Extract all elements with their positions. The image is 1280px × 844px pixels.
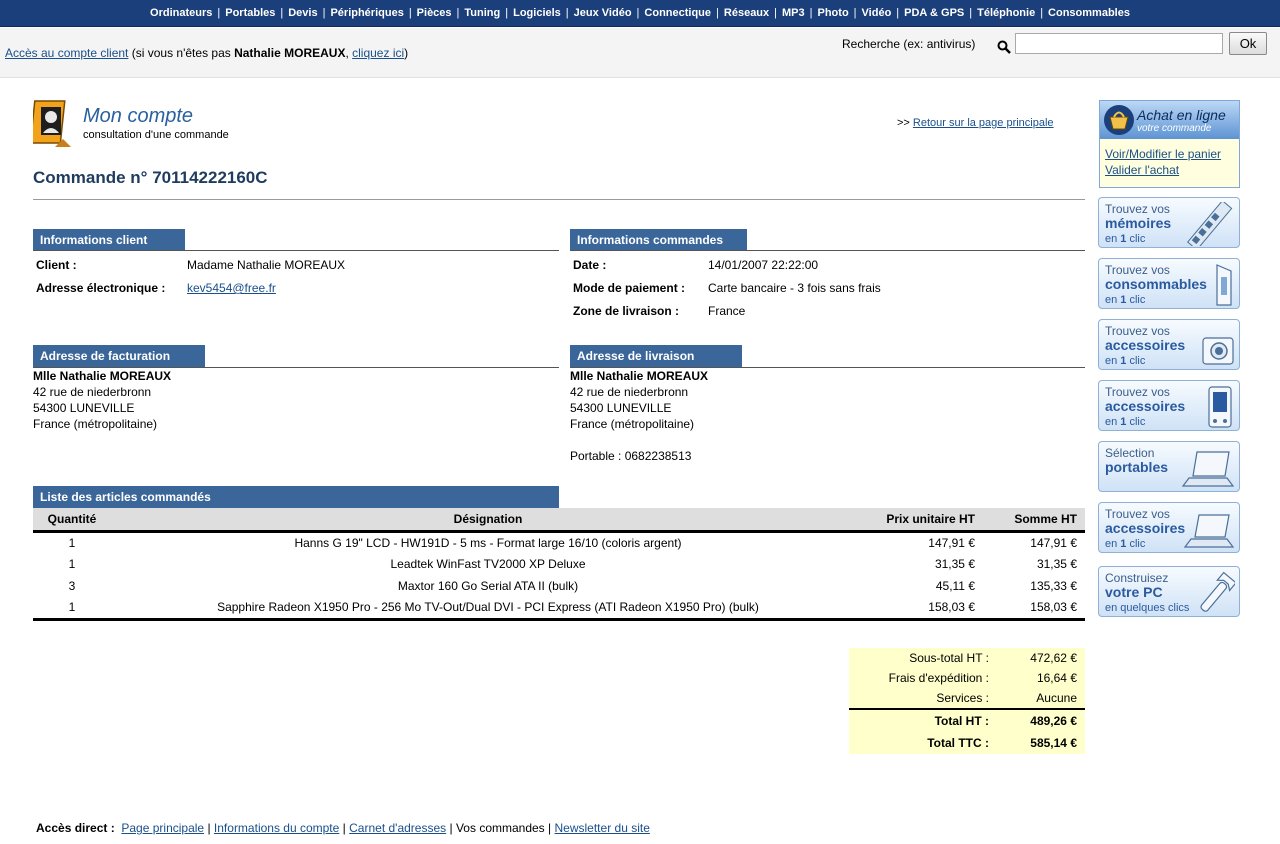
total-ttc-value: 585,14 € (1030, 736, 1077, 750)
shipping-phone: Portable : 0682238513 (570, 449, 692, 463)
nav-item-portables[interactable]: Portables (225, 7, 276, 19)
title-divider (33, 199, 1085, 200)
items-table (33, 508, 1085, 621)
nav-separator: | (280, 7, 284, 19)
top-navigation (0, 0, 1280, 27)
payment-value: Carte bancaire - 3 fois sans frais (708, 281, 881, 295)
cart-widget-header (1100, 101, 1239, 139)
account-bar (0, 28, 1280, 78)
col-quantity: Quantité (33, 508, 111, 531)
footer-link-account-info[interactable]: Informations du compte (213, 821, 340, 835)
promo-line3 (1105, 416, 1145, 428)
promo-line2: consommables (1105, 276, 1207, 292)
promo-line3-suffix: clic (1126, 294, 1146, 306)
totals-divider (849, 708, 1085, 710)
promo-line2: accessoires (1105, 398, 1186, 414)
cart-widget (1099, 100, 1240, 188)
footer-sep: | (548, 821, 552, 835)
row-unit-price: 158,03 € (865, 597, 985, 619)
promo-line2: portables (1105, 459, 1169, 475)
payment-label: Mode de paiement : (573, 281, 686, 295)
wrench-icon (1179, 571, 1235, 615)
nav-separator: | (565, 7, 569, 19)
promo-line2: mémoires (1105, 215, 1172, 231)
row-unit-price: 31,35 € (934, 557, 975, 571)
promo-memory-banner[interactable] (1098, 197, 1240, 248)
cart-widget-subtitle: votre commande (1137, 123, 1212, 134)
billing-address (33, 368, 171, 432)
subtotal-value: 472,62 € (1030, 651, 1077, 665)
order-info-heading: Informations commandes (570, 229, 747, 251)
promo-build-pc-banner[interactable] (1098, 566, 1240, 617)
nav-separator: | (1040, 7, 1044, 19)
search-input[interactable] (1015, 33, 1223, 54)
promo-line3-prefix: en (1105, 416, 1121, 428)
zone-label: Zone de livraison : (573, 304, 680, 318)
promo-line1: Trouvez vos (1105, 263, 1170, 277)
nav-separator: | (505, 7, 509, 19)
shipping-name: Mlle Nathalie MOREAUX (570, 369, 709, 383)
promo-line3-strong: 1 (1120, 416, 1127, 428)
promo-line1: Trouvez vos (1105, 324, 1170, 338)
switch-user-link[interactable]: cliquez ici (352, 46, 405, 60)
camera-icon (1179, 324, 1235, 368)
promo-line1: Sélection (1105, 446, 1155, 460)
nav-item-jeux-video[interactable]: Jeux Vidéo (573, 7, 632, 19)
nav-separator: | (896, 7, 900, 19)
footer-link-newsletter[interactable]: Newsletter du site (554, 821, 650, 835)
account-text-mid: , (345, 46, 353, 60)
client-info-heading: Informations client (33, 229, 185, 251)
promo-laptop-accessories-banner[interactable] (1098, 502, 1240, 553)
row-designation: Maxtor 160 Go Serial ATA II (bulk) (397, 579, 579, 593)
row-qty: 1 (68, 557, 76, 571)
table-row (33, 575, 1085, 597)
promo-line3 (1105, 233, 1145, 245)
shopping-basket-icon (1102, 103, 1136, 137)
search-submit-button[interactable]: Ok (1229, 32, 1267, 55)
account-text-after: ) (404, 46, 409, 60)
account-link[interactable]: Accès au compte client (5, 46, 129, 60)
zone-value: France (708, 304, 746, 318)
memory-icon (1179, 202, 1235, 246)
row-total: 31,35 € (1036, 557, 1077, 571)
order-title: Commande n° 70114222160C (33, 168, 268, 187)
services-value: Aucune (1036, 691, 1077, 705)
row-total: 147,91 € (1030, 535, 1077, 550)
total-ttc-row (849, 733, 1085, 753)
account-user-name: Nathalie MOREAUX (234, 46, 346, 60)
row-qty: 1 (68, 535, 76, 550)
services-row (849, 688, 1085, 708)
nav-item-logiciels[interactable]: Logiciels (513, 7, 561, 19)
nav-separator: | (636, 7, 640, 19)
promo-line1: Construisez (1105, 571, 1169, 585)
shipping-heading: Adresse de livraison (570, 345, 742, 367)
row-qty: 3 (68, 579, 76, 593)
promo-line1: Trouvez vos (1105, 202, 1170, 216)
footer-sep: | (207, 821, 211, 835)
items-heading: Liste des articles commandés (33, 486, 559, 508)
row-qty: 1 (33, 597, 111, 619)
promo-line3-prefix: en (1105, 294, 1121, 306)
nav-separator: | (774, 7, 778, 19)
promo-line1: Trouvez vos (1105, 385, 1170, 399)
cart-widget-title: Achat en ligne (1137, 107, 1226, 123)
row-designation: Hanns G 19" LCD - HW191D - 5 ms - Format large 16/10 (coloris argent) (294, 535, 682, 550)
promo-line3-prefix: en (1105, 355, 1121, 367)
promo-laptops-banner[interactable] (1098, 441, 1240, 492)
nav-separator: | (456, 7, 460, 19)
promo-line3-prefix: en (1105, 233, 1121, 245)
table-row (33, 531, 1085, 553)
table-row (33, 553, 1085, 575)
promo-line3-strong: 1 (1120, 294, 1127, 306)
subtotal-row (849, 648, 1085, 668)
back-prefix: >> (897, 117, 913, 129)
promo-line3 (1105, 294, 1145, 306)
footer-link-home[interactable]: Page principale (121, 821, 205, 835)
promo-camera-accessories-banner[interactable] (1098, 319, 1240, 370)
total-ht-label: Total HT : (934, 714, 989, 728)
date-value: 14/01/2007 22:22:00 (708, 258, 819, 272)
row-unit-price: 45,11 € (935, 579, 975, 593)
totals-box (849, 648, 1085, 754)
account-text-before: (si vous n'êtes pas (128, 46, 235, 60)
email-label: Adresse électronique : (36, 281, 166, 295)
nav-separator: | (716, 7, 719, 19)
search-label: Recherche (ex: antivirus) (842, 37, 976, 51)
nav-item-telephonie[interactable]: Téléphonie (977, 7, 1036, 19)
promo-consumables-banner[interactable] (1098, 258, 1240, 309)
footer-nav (36, 821, 650, 835)
nav-item-pda-gps[interactable]: PDA & GPS (904, 7, 965, 19)
nav-item-pieces[interactable]: Pièces (416, 7, 452, 19)
nav-item-tuning[interactable]: Tuning (464, 7, 501, 19)
nav-item-connectique[interactable]: Connectique (644, 7, 712, 19)
promo-line3-suffix: clic (1126, 233, 1146, 245)
promo-line3: en quelques clics (1105, 602, 1190, 614)
promo-line1: Trouvez vos (1105, 507, 1170, 521)
footer-label: Accès direct : (36, 821, 115, 835)
page-subtitle: consultation d'une commande (83, 129, 229, 141)
billing-country: France (métropolitaine) (33, 417, 158, 431)
shipping-country: France (métropolitaine) (570, 417, 695, 431)
promo-line3-suffix: clic (1126, 538, 1146, 550)
page-title: Mon compte (83, 105, 194, 127)
shipping-address (570, 368, 708, 464)
promo-pda-accessories-banner[interactable] (1098, 380, 1240, 431)
footer-current-orders: Vos commandes (455, 821, 545, 835)
col-unit-price: Prix unitaire HT (865, 508, 985, 531)
col-designation: Désignation (111, 508, 865, 531)
laptop-icon (1179, 507, 1235, 551)
nav-separator: | (853, 7, 857, 19)
nav-item-mp3[interactable]: MP3 (782, 7, 805, 19)
footer-sep: | (342, 821, 346, 835)
total-ht-value: 489,26 € (1030, 714, 1077, 728)
nav-separator: | (408, 7, 412, 19)
shipping-street: 42 rue de niederbronn (570, 385, 689, 399)
shipping-cost-row (849, 668, 1085, 688)
client-info-rule (33, 250, 559, 251)
search-icon (997, 40, 1011, 54)
total-ht-row (849, 711, 1085, 731)
shipping-city: 54300 LUNEVILLE (570, 401, 672, 415)
items-header-row (33, 508, 1085, 531)
promo-line3-strong: 1 (1120, 538, 1127, 550)
checkout-link[interactable]: Valider l'achat (1105, 163, 1180, 177)
promo-line3 (1105, 538, 1145, 550)
row-designation: Leadtek WinFast TV2000 XP Deluxe (390, 557, 586, 571)
promo-line3-strong: 1 (1120, 355, 1127, 367)
footer-link-address-book[interactable]: Carnet d'adresses (349, 821, 447, 835)
promo-line2: accessoires (1105, 337, 1186, 353)
promo-line2: votre PC (1105, 584, 1163, 600)
row-unit-price: 147,91 € (928, 535, 975, 550)
promo-line3 (1105, 355, 1145, 367)
billing-city: 54300 LUNEVILLE (33, 401, 135, 415)
promo-line3-suffix: clic (1126, 355, 1146, 367)
client-label: Client : (36, 258, 77, 272)
client-value: Madame Nathalie MOREAUX (187, 258, 346, 272)
nav-item-video[interactable]: Vidéo (861, 7, 892, 19)
row-designation: Sapphire Radeon X1950 Pro - 256 Mo TV-Out/Dual DVI - PCI Express (ATI Radeon X1950 Pro) (bulk) (111, 597, 865, 619)
shipping-cost-label: Frais d'expédition : (888, 671, 989, 685)
nav-item-devis[interactable]: Devis (288, 7, 318, 19)
account-logo-icon (33, 99, 73, 149)
nav-separator: | (322, 7, 326, 19)
nav-separator: | (217, 7, 221, 19)
row-total: 158,03 € (985, 597, 1085, 619)
shipping-cost-value: 16,64 € (1036, 671, 1077, 685)
billing-street: 42 rue de niederbronn (33, 385, 152, 399)
pda-icon (1179, 385, 1235, 429)
total-ttc-label: Total TTC : (927, 736, 989, 750)
nav-item-photo[interactable]: Photo (817, 7, 849, 19)
col-total: Somme HT (985, 508, 1085, 531)
subtotal-label: Sous-total HT : (909, 651, 989, 665)
laptop-icon (1179, 446, 1235, 490)
row-total: 135,33 € (1030, 579, 1077, 593)
nav-separator: | (809, 7, 813, 19)
promo-line3-strong: 1 (1120, 233, 1127, 245)
promo-line3-suffix: clic (1126, 416, 1146, 428)
nav-separator: | (969, 7, 973, 19)
date-label: Date : (573, 258, 607, 272)
order-info-rule (570, 250, 1085, 251)
billing-heading: Adresse de facturation (33, 345, 205, 367)
back-link-wrap (897, 117, 1054, 129)
nav-item-ordinateurs[interactable]: Ordinateurs (150, 7, 213, 19)
billing-name: Mlle Nathalie MOREAUX (33, 369, 172, 383)
cartridge-icon (1179, 263, 1235, 307)
nav-item-peripheriques[interactable]: Périphériques (330, 7, 404, 19)
email-link[interactable]: kev5454@free.fr (187, 281, 276, 295)
view-cart-link[interactable]: Voir/Modifier le panier (1105, 147, 1222, 161)
nav-item-consommables[interactable]: Consommables (1048, 7, 1130, 19)
footer-sep: | (449, 821, 453, 835)
back-to-home-link[interactable]: Retour sur la page principale (912, 117, 1054, 129)
promo-line3-prefix: en (1105, 538, 1121, 550)
services-label: Services : (936, 691, 989, 705)
shipping-spacer (570, 432, 708, 448)
account-text (5, 46, 408, 60)
table-row (33, 597, 1085, 619)
nav-item-reseaux[interactable]: Réseaux (723, 7, 770, 19)
promo-line2: accessoires (1105, 520, 1186, 536)
